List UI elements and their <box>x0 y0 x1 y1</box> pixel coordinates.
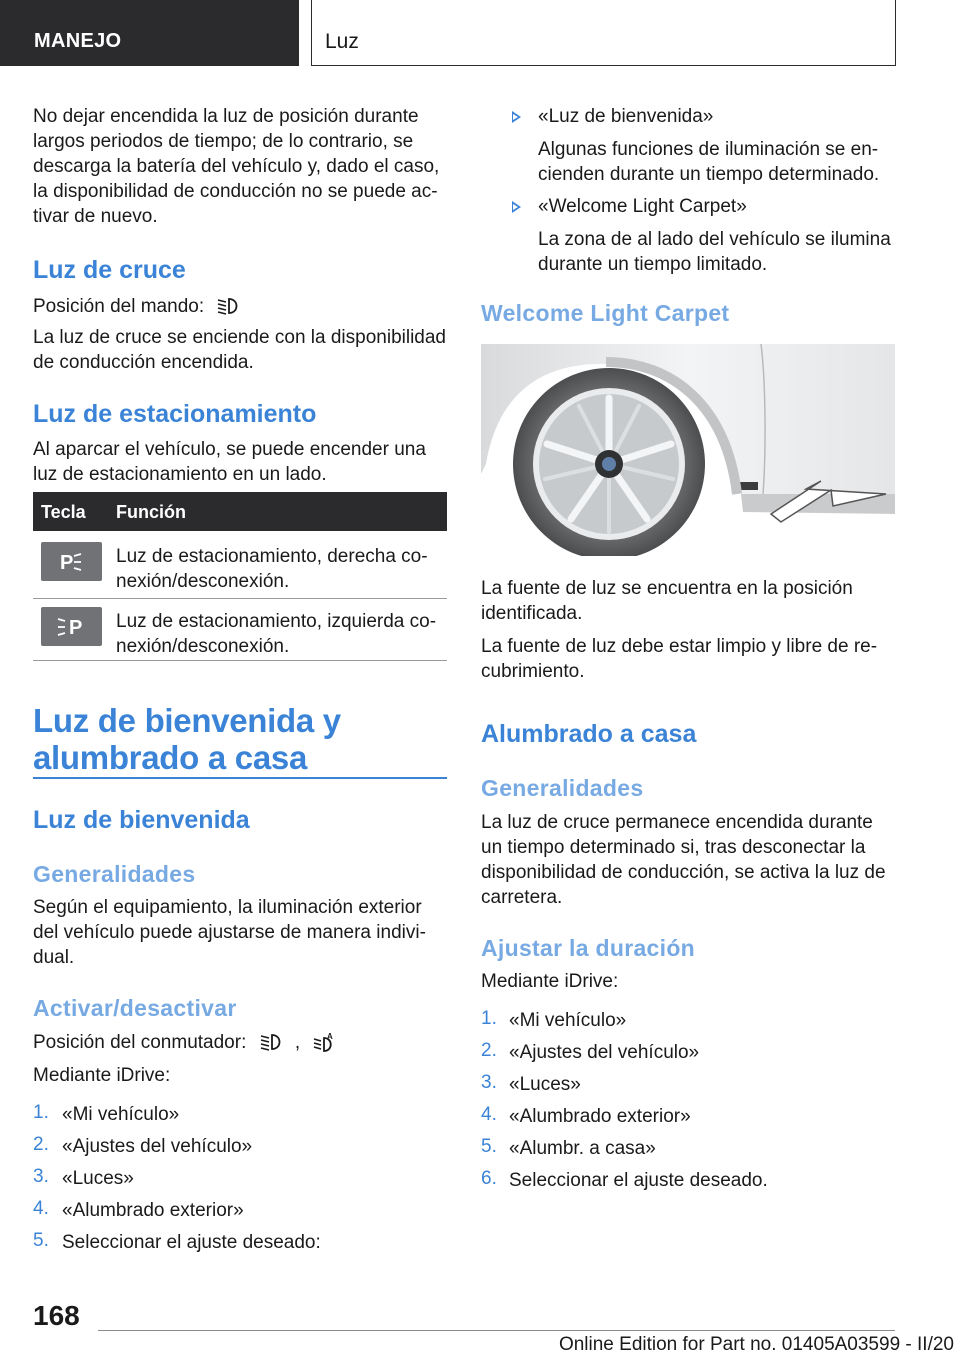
cruce-paragraph: La luz de cruce se enciende con la disponibilidad de conducción encendida. <box>33 327 446 373</box>
low-beam-icon <box>260 1032 284 1052</box>
step-text: Seleccionar el ajuste deseado: <box>62 1232 321 1253</box>
step-number: 5. <box>33 1230 49 1251</box>
heading-generalidades-left: Generalidades <box>33 861 196 887</box>
svg-text:P: P <box>60 552 74 574</box>
table-col-funcion: Función <box>116 502 186 522</box>
step-text: «Mi vehículo» <box>509 1010 627 1031</box>
step-number: 6. <box>481 1168 497 1189</box>
step-number: 3. <box>33 1166 49 1187</box>
heading-alumbrado-a-casa: Alumbrado a casa <box>481 720 697 748</box>
wlc-paragraph-1: La fuente de luz se encuentra en la posición identificada. <box>481 578 853 624</box>
chapter-title: Luz <box>325 30 359 53</box>
low-beam-icon <box>217 296 241 316</box>
step-number: 1. <box>481 1008 497 1029</box>
step-number: 2. <box>33 1134 49 1155</box>
generalidades-paragraph-left: Según el equipamiento, la iluminación exterior del vehículo puede ajustarse de manera individual. <box>33 897 426 968</box>
step-text: «Ajustes del vehículo» <box>509 1042 700 1063</box>
cruce-position-label: Posición del mando: <box>33 296 205 317</box>
table-row-1-function: Luz de estacionamiento, derecha conexión/desconexión. <box>116 546 428 592</box>
step-number: 4. <box>481 1104 497 1125</box>
svg-text:A: A <box>327 1032 334 1041</box>
estacionamiento-paragraph: Al aparcar el vehículo, se puede encender una luz de estacionamiento en un lado. <box>33 439 426 485</box>
step-text: «Luces» <box>509 1074 581 1095</box>
step-text: «Luces» <box>62 1168 134 1189</box>
option-1-text: Algunas funciones de iluminación se encienden durante un tiempo determinado. <box>538 139 880 185</box>
section-tab <box>0 0 299 66</box>
bullet-triangle-icon <box>512 201 521 213</box>
step-number: 1. <box>33 1102 49 1123</box>
heading-activar-desactivar: Activar/desactivar <box>33 995 237 1021</box>
footer-rule <box>98 1330 895 1331</box>
activar-position-label: Posición del conmutador: <box>33 1032 247 1053</box>
parking-light-right-button <box>41 542 102 581</box>
activar-idrive-label: Mediante iDrive: <box>33 1065 171 1086</box>
heading-luz-de-bienvenida: Luz de bienvenida <box>33 806 250 834</box>
table-col-tecla: Tecla <box>41 502 86 522</box>
chapter-tab <box>311 0 896 66</box>
step-text: «Alumbrado exterior» <box>62 1200 244 1221</box>
bullet-triangle-icon <box>512 111 521 123</box>
heading-luz-de-estacionamiento: Luz de estacionamiento <box>33 400 317 428</box>
wlc-paragraph-2: La fuente de luz debe estar limpio y libre de recubrimiento. <box>481 636 878 682</box>
step-number: 2. <box>481 1040 497 1061</box>
edition-note: Online Edition for Part no. 01405A03599 - II/20 <box>558 1334 954 1355</box>
parking-light-left-button <box>41 607 102 646</box>
parking-light-right-icon <box>41 542 102 581</box>
heading-luz-bienvenida-alumbrado: Luz de bienvenida y alumbrado a casa <box>33 702 341 776</box>
step-number: 4. <box>33 1198 49 1219</box>
heading-underline <box>33 777 447 779</box>
table-bottom-line <box>33 660 447 661</box>
heading-ajustar-la-duracion: Ajustar la duración <box>481 935 696 961</box>
table-row-2-function: Luz de estacionamiento, izquierda conexión/desconexión. <box>116 611 437 657</box>
activar-position-line <box>33 1030 447 1055</box>
heading-luz-de-cruce: Luz de cruce <box>33 256 186 284</box>
table-row-divider <box>33 598 447 599</box>
option-2-text: La zona de al lado del vehículo se ilumina durante un tiempo limitado. <box>538 229 891 275</box>
step-number: 5. <box>481 1136 497 1157</box>
svg-text:P: P <box>69 617 83 639</box>
intro-paragraph: No dejar encendida la luz de posición durante largos periodos de tiempo; de lo contrario, se descarga la batería del vehículo y, dado el caso, la disponibilidad de conducción no se puede activar de nuevo. <box>33 106 440 227</box>
car-wheel-light-carpet-image <box>481 344 895 556</box>
option-1-title: «Luz de bienvenida» <box>538 106 714 127</box>
heading-generalidades-right: Generalidades <box>481 775 644 801</box>
auto-light-icon <box>313 1032 337 1052</box>
step-text: «Ajustes del vehículo» <box>62 1136 253 1157</box>
step-text: «Alumbr. a casa» <box>509 1138 656 1159</box>
section-title: MANEJO <box>34 30 122 52</box>
step-text: «Alumbrado exterior» <box>509 1106 691 1127</box>
option-2-title: «Welcome Light Carpet» <box>538 196 747 217</box>
table-header <box>33 492 447 531</box>
step-text: «Mi vehículo» <box>62 1104 180 1125</box>
heading-welcome-light-carpet: Welcome Light Carpet <box>481 300 730 326</box>
duracion-idrive-label: Mediante iDrive: <box>481 971 619 992</box>
step-number: 3. <box>481 1072 497 1093</box>
activar-separator: , <box>294 1032 301 1053</box>
cruce-position-line <box>33 294 447 319</box>
parking-light-left-icon <box>41 607 102 646</box>
step-text: Seleccionar el ajuste deseado. <box>509 1170 768 1191</box>
page-number: 168 <box>33 1300 80 1331</box>
generalidades-paragraph-right: La luz de cruce permanece encendida durante un tiempo determinado si, tras desconectar la disponibilidad de conducción, se activa la luz de carretera. <box>481 812 886 908</box>
